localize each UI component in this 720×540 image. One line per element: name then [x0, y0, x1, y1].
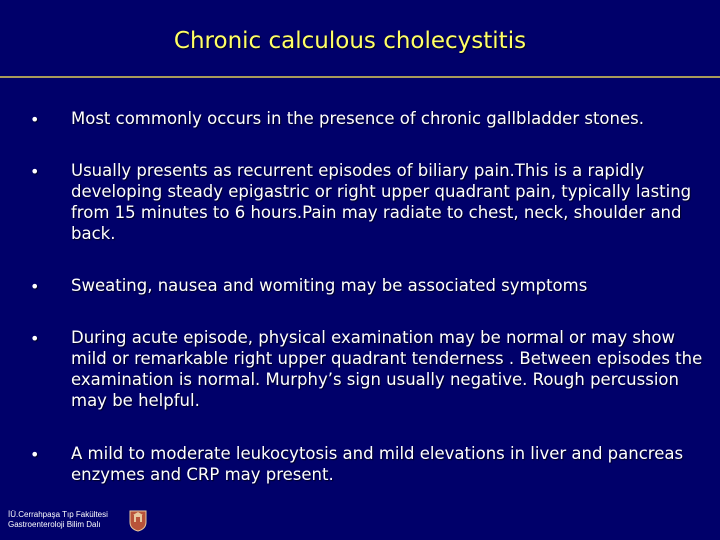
bullet-dot-icon: •: [30, 162, 40, 181]
bullet-text: Usually presents as recurrent episodes of biliary pain.This is a rapidly developing steady epigastric or right upper quadrant pain, typically lasting from 15 minutes to 6 hours.Pain may radiate to chest, neck, shoulder and back.: [71, 161, 692, 243]
bullet-text: A mild to moderate leukocytosis and mild elevations in liver and pancreas enzymes and CRP may present.: [71, 444, 684, 484]
slide-title: Chronic calculous cholecystitis: [173, 28, 527, 54]
university-seal-icon: [128, 508, 148, 532]
bullet-list: [30, 108, 710, 485]
bullet-dot-icon: •: [30, 329, 40, 348]
footer-line-1: İÜ.Cerrahpaşa Tıp Fakültesi: [8, 510, 108, 519]
bullet-item: [30, 327, 710, 411]
footer-line-2: Gastroenteroloji Bilim Dalı: [8, 520, 101, 529]
bullet-item: [30, 275, 710, 296]
bullet-text: Most commonly occurs in the presence of chronic gallbladder stones.: [71, 109, 644, 128]
bullet-text: During acute episode, physical examination may be normal or may show mild or remarkable right upper quadrant tenderness . Between episodes the examination is normal. Murphy’s sign usually negative. Rough percussion may be helpful.: [71, 328, 703, 410]
footer-institution: [8, 510, 108, 530]
title-divider: [0, 76, 720, 78]
bullet-item: [30, 443, 710, 485]
bullet-item: [30, 108, 710, 129]
bullet-dot-icon: •: [30, 110, 40, 129]
bullet-item: [30, 160, 710, 244]
bullet-dot-icon: •: [30, 277, 40, 296]
bullet-dot-icon: •: [30, 445, 40, 464]
bullet-text: Sweating, nausea and womiting may be associated symptoms: [71, 276, 588, 295]
